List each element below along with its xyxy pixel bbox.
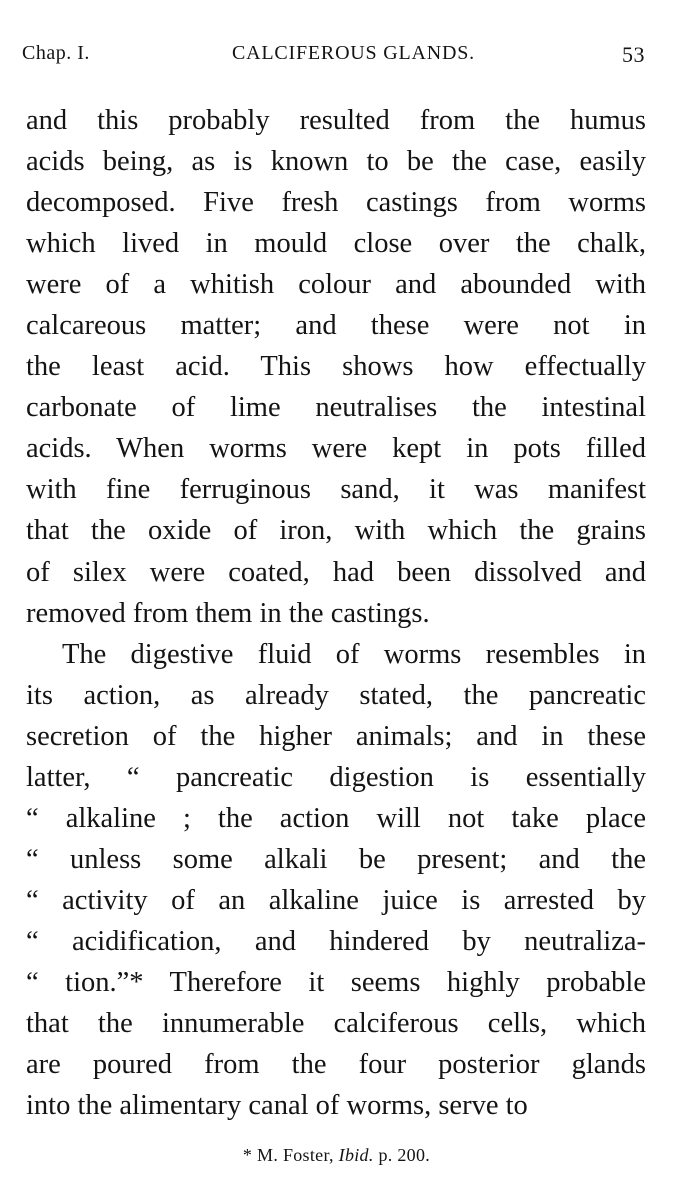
footnote-page-ref: p. 200. <box>378 1145 431 1165</box>
text-line: “ alkaline ; the action will not take place <box>26 802 646 834</box>
text-line: “ unless some alkali be present; and the <box>26 843 646 875</box>
text-line: into the alimentary canal of worms, serve to <box>26 1090 528 1122</box>
text-line: carbonate of lime neutralises the intestinal <box>26 392 646 424</box>
paragraph <box>26 634 646 1127</box>
footnote <box>0 1145 673 1166</box>
footnote-marker: * <box>242 1145 253 1165</box>
running-header <box>22 42 645 72</box>
text-line: calcareous matter; and these were not in <box>26 310 646 342</box>
text-line: latter, “ pancreatic digestion is essentially <box>26 761 646 793</box>
text-line: of silex were coated, had been dissolved and <box>26 556 646 588</box>
text-line: The digestive fluid of worms resembles in <box>62 638 646 670</box>
text-line: are poured from the four posterior glands <box>26 1049 646 1081</box>
running-title: CALCIFEROUS GLANDS. <box>231 42 475 64</box>
text-line: “ activity of an alkaline juice is arrested by <box>26 884 646 916</box>
text-line: “ acidification, and hindered by neutraliza- <box>26 925 646 957</box>
text-line: acids. When worms were kept in pots filled <box>26 433 646 465</box>
text-line: with fine ferruginous sand, it was manifest <box>26 474 646 506</box>
text-line: that the innumerable calciferous cells, which <box>26 1008 646 1040</box>
page-number: 53 <box>622 42 645 67</box>
text-line: were of a whitish colour and abounded with <box>26 269 646 301</box>
text-line: “ tion.”* Therefore it seems highly probable <box>26 966 646 998</box>
body-text <box>26 100 646 1126</box>
text-line: and this probably resulted from the humus <box>26 105 646 136</box>
text-line: decomposed. Five fresh castings from worms <box>26 187 646 219</box>
text-line: its action, as already stated, the pancreatic <box>26 679 646 711</box>
text-line: that the oxide of iron, with which the grains <box>26 515 646 547</box>
footnote-author: M. Foster, <box>257 1145 334 1165</box>
text-line: secretion of the higher animals; and in these <box>26 720 646 752</box>
text-line: the least acid. This shows how effectually <box>26 351 646 383</box>
paragraph <box>26 100 646 634</box>
text-line: removed from them in the castings. <box>26 597 430 629</box>
chapter-label: Chap. I. <box>22 42 90 64</box>
text-line: acids being, as is known to be the case, easily <box>26 146 646 178</box>
footnote-ibid: Ibid. <box>338 1145 374 1165</box>
text-line: which lived in mould close over the chalk, <box>26 228 646 260</box>
